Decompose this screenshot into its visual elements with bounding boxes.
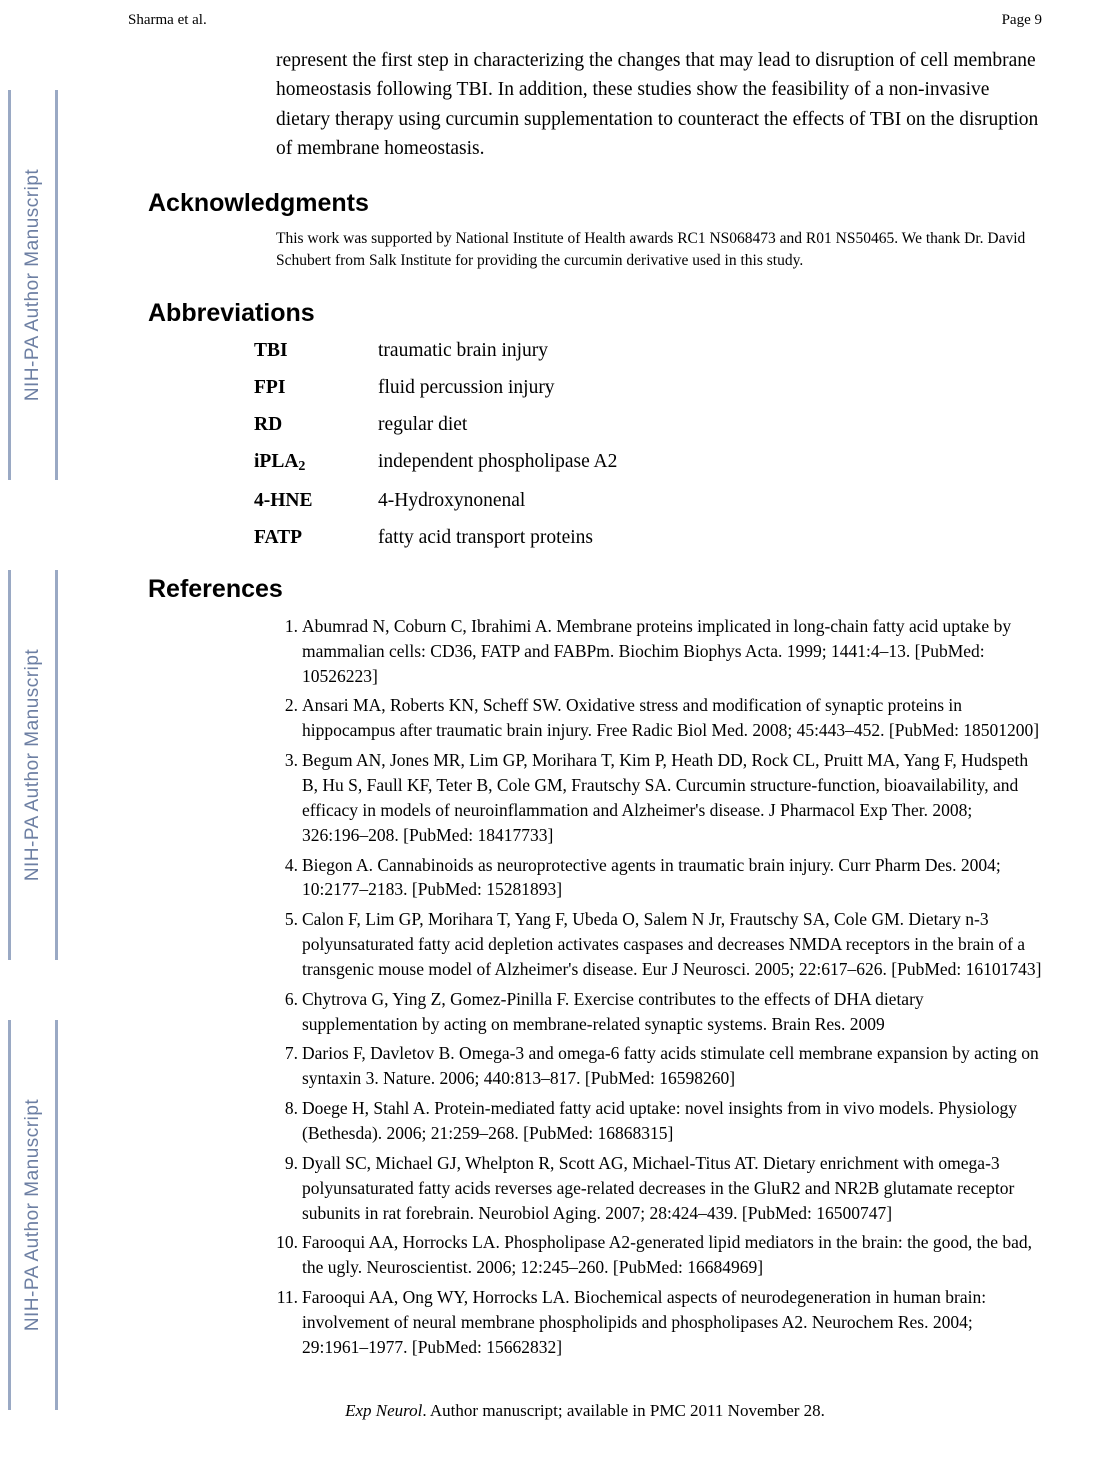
abbreviation-definition: 4-Hydroxynonenal xyxy=(378,489,526,511)
reference-text: Darios F, Davletov B. Omega-3 and omega-6 fatty acids stimulate cell membrane expansion by acting on syntaxin 3. Nature. 2006; 440:813–817. [PubMed: 16598260] xyxy=(302,1043,1039,1089)
abbreviation-term: RD xyxy=(254,413,283,435)
reference-item xyxy=(276,853,1042,903)
abbreviation-row xyxy=(254,490,1042,512)
reference-text: Biegon A. Cannabinoids as neuroprotective agents in traumatic brain injury. Curr Pharm Des. 2004; 10:2177–2183. [PubMed: 15281893] xyxy=(302,854,1001,900)
abbreviation-term: iPLA$_2$ xyxy=(254,450,306,474)
abbreviation-term: FPI xyxy=(254,376,286,398)
watermark-label: NIH-PA Author Manuscript xyxy=(22,168,43,402)
watermark-label: NIH-PA Author Manuscript xyxy=(22,648,43,882)
reference-number: 11. xyxy=(276,1287,298,1308)
reference-text: Farooqui AA, Horrocks LA. Phospholipase A2-generated lipid mediators in the brain: the good, the bad, the ugly. Neuroscientist. 2006; 12:245–260. [PubMed: 16684969] xyxy=(302,1232,1033,1278)
running-head-authors: Sharma et al. xyxy=(128,12,207,28)
abbreviation-term: 4-HNE xyxy=(254,489,313,511)
reference-item xyxy=(276,1151,1042,1226)
references-heading: References xyxy=(148,574,283,603)
reference-number: 2. xyxy=(284,695,298,716)
acknowledgments-text: This work was supported by National Institute of Health awards RC1 NS068473 and R01 NS50465. We thank Dr. David Schubert from Salk Institute for providing the curcumin derivative used in this study. xyxy=(276,230,1026,270)
abbreviation-definition: regular diet xyxy=(378,413,468,435)
references-list xyxy=(128,614,1042,1360)
footer-journal-title: Exp Neurol xyxy=(345,1401,423,1420)
reference-item xyxy=(276,1285,1042,1360)
watermark-block xyxy=(8,90,58,480)
reference-text: Begum AN, Jones MR, Lim GP, Morihara T, Kim P, Heath DD, Rock CL, Pruitt MA, Yang F, Hudspeth B, Hu S, Faull KF, Teter B, Cole GM, Frautschy SA. Curcumin structure-function, bioavailability, and efficacy in models of neuroinflammation and Alzheimer's disease. J Pharmacol Exp Ther. 2008; 326:196–208. [PubMed: 18417733] xyxy=(302,750,1029,845)
abbreviation-row xyxy=(254,414,1042,436)
watermark-block xyxy=(8,570,58,960)
footer-citation-rest: . Author manuscript; available in PMC 2011 November 28. xyxy=(422,1401,825,1420)
page-number: Page 9 xyxy=(1001,12,1042,28)
reference-item xyxy=(276,693,1042,743)
abbreviation-subscript: 2 xyxy=(298,458,306,474)
watermark-rail xyxy=(0,0,60,1457)
reference-item xyxy=(276,1230,1042,1280)
reference-item xyxy=(276,748,1042,847)
reference-text: Abumrad N, Coburn C, Ibrahimi A. Membrane proteins implicated in long-chain fatty acid uptake by mammalian cells: CD36, FATP and FABPm. Biochim Biophys Acta. 1999; 1441:4–13. [PubMed: 10526223] xyxy=(302,615,1012,686)
abbreviation-row xyxy=(254,451,1042,475)
reference-text: Doege H, Stahl A. Protein-mediated fatty acid uptake: novel insights from in vivo models. Physiology (Bethesda). 2006; 21:259–268. [PubMed: 16868315] xyxy=(302,1098,1017,1143)
reference-number: 8. xyxy=(284,1098,298,1119)
reference-number: 7. xyxy=(284,1043,298,1064)
reference-number: 10. xyxy=(276,1232,298,1253)
reference-item xyxy=(276,987,1042,1037)
reference-number: 1. xyxy=(284,615,298,636)
reference-number: 9. xyxy=(284,1152,298,1173)
reference-item xyxy=(276,907,1042,982)
reference-text: Ansari MA, Roberts KN, Scheff SW. Oxidative stress and modification of synaptic proteins in hippocampus after traumatic brain injury. Free Radic Biol Med. 2008; 45:443–452. [PubMed: 18501200] xyxy=(302,695,1040,741)
reference-number: 5. xyxy=(284,909,298,930)
abbreviation-row xyxy=(254,340,1042,362)
reference-text: Chytrova G, Ying Z, Gomez-Pinilla F. Exercise contributes to the effects of DHA dietary supplementation by acting on membrane-related synaptic systems. Brain Res. 2009 xyxy=(302,988,924,1034)
reference-item xyxy=(276,1096,1042,1146)
acknowledgments-heading: Acknowledgments xyxy=(148,189,369,217)
watermark-label: NIH-PA Author Manuscript xyxy=(22,1098,43,1332)
reference-number: 4. xyxy=(284,854,298,875)
reference-text: Dyall SC, Michael GJ, Whelpton R, Scott AG, Michael-Titus AT. Dietary enrichment with omega-3 polyunsaturated fatty acids reverses age-related decreases in the GluR2 and NR2B glutamate receptor subunits in rat forebrain. Neurobiol Aging. 2007; 28:424–439. [PubMed: 16500747] xyxy=(302,1152,1015,1223)
watermark-block xyxy=(8,1020,58,1410)
abbreviation-definition: traumatic brain injury xyxy=(378,339,549,361)
abbreviation-definition: fluid percussion injury xyxy=(378,376,555,398)
reference-text: Farooqui AA, Ong WY, Horrocks LA. Biochemical aspects of neurodegeneration in human brain: involvement of neural membrane phospholipids and phospholipases A2. Neurochem Res. 2004; 29:1961–1977. [PubMed: 15662832] xyxy=(302,1287,987,1357)
reference-item xyxy=(276,614,1042,689)
page-footer xyxy=(128,1401,1042,1421)
reference-number: 3. xyxy=(284,750,298,771)
abbreviation-definition: fatty acid transport proteins xyxy=(378,526,593,548)
running-head xyxy=(128,12,1042,29)
abbreviation-row xyxy=(254,527,1042,549)
abbreviation-term: TBI xyxy=(254,339,288,361)
page-body xyxy=(128,46,1042,1365)
abbreviations-heading: Abbreviations xyxy=(148,298,315,327)
reference-text: Calon F, Lim GP, Morihara T, Yang F, Ubeda O, Salem N Jr, Frautschy SA, Cole GM. Dietary n-3 polyunsaturated fatty acid depletion activates caspases and decreases NMDA receptors in the brain of a transgenic mouse model of Alzheimer's disease. Eur J Neurosci. 2005; 22:617–626. [PubMed: 16101743] xyxy=(302,909,1042,979)
opening-paragraph: represent the first step in characterizing the changes that may lead to disruption of cell membrane homeostasis following TBI. In addition, these studies show the feasibility of a non-invasive dietary therapy using curcumin supplementation to counteract the effects of TBI on the disruption of membrane homeostasis. xyxy=(276,50,1039,159)
abbreviation-row xyxy=(254,377,1042,399)
reference-number: 6. xyxy=(284,988,298,1009)
abbreviations-list xyxy=(128,340,1042,549)
abbreviation-definition: independent phospholipase A2 xyxy=(378,450,618,472)
reference-item xyxy=(276,1041,1042,1091)
abbreviation-term: FATP xyxy=(254,526,303,548)
